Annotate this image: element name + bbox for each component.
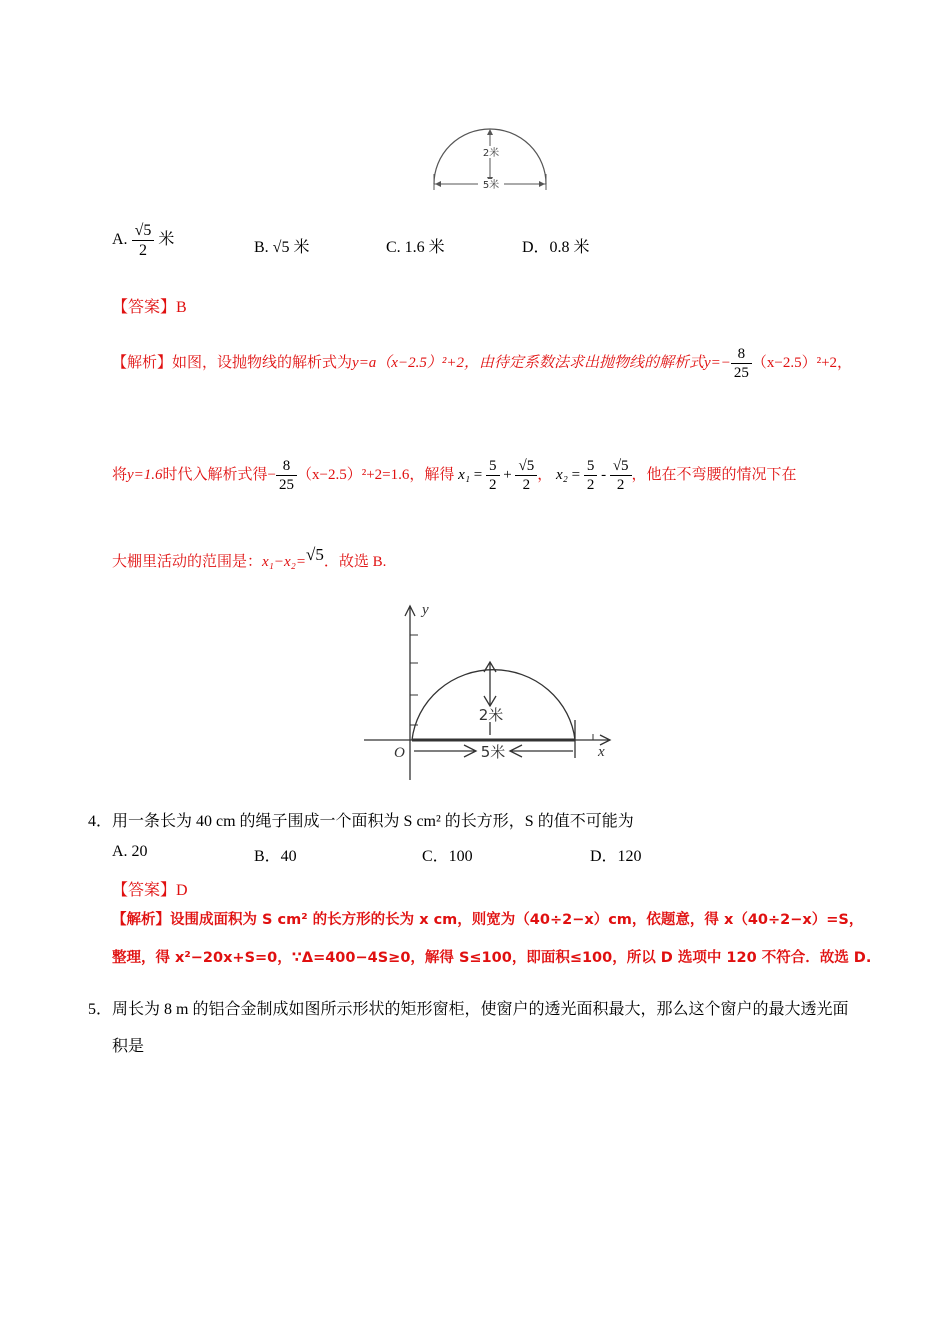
frac-8-over-25-b: $\frac{8}{25}$ <box>276 457 297 494</box>
frac-sqrt5-over-2: $\frac{√5}{2}$ <box>132 221 155 260</box>
root-x2: x₂ = $\frac{5}{2}$ - $\frac{√5}{2}$ <box>556 467 632 483</box>
frac-8-over-25: $\frac{8}{25}$ <box>731 345 752 382</box>
q4-analysis-line1: 【解析】设围成面积为 S cm² 的长方形的长为 x cm，则宽为（40÷2−x）cm，依题意，得 x（40÷2−x）=S， <box>112 912 864 928</box>
fig2-width-label: 5米 <box>480 743 506 761</box>
q3-option-b: B. √5 米 <box>254 239 310 256</box>
q4-option-d: D．120 <box>590 848 642 865</box>
fig2-axis-x: x <box>598 744 605 760</box>
q4-answer: 【答案】D <box>112 882 188 899</box>
q3-option-a: A. $\frac{√5}{2}$ 米 <box>112 221 175 259</box>
q5-line2: 积是 <box>112 1038 145 1055</box>
q3-analysis-line2: 将y=1.6时代入解析式得− $\frac{8}{25}$ （x−2.5）²+2=1.6，解得 x₁ = $\frac{5}{2}$ + $\frac{√5}{2}$ ， x₂ = $\frac{5}{2}$ - $\frac{√5}{2}$ ，他在不弯腰的情况下在 <box>112 458 797 494</box>
q5-line1: 5．周长为 8 m 的铝合金制成如图所示形状的矩形窗柜，使窗户的透光面积最大，那么这个窗户的最大透光面 <box>88 1001 849 1018</box>
fig1-height-label: 2米 <box>482 148 500 159</box>
fig2-origin: O <box>394 745 405 761</box>
arch-figure-small <box>428 122 553 194</box>
q4-option-c: C．100 <box>422 848 473 865</box>
fig1-width-label: 5米 <box>482 180 500 191</box>
root-x1: x₁ = $\frac{5}{2}$ + $\frac{√5}{2}$ <box>458 467 537 483</box>
q4-option-b: B．40 <box>254 848 297 865</box>
q4-analysis-line2: 整理，得 x²−20x+S=0，∵Δ=400−4S≥0，解得 S≤100，即面积≤100，所以 D 选项中 120 不符合．故选 D. <box>112 950 872 966</box>
arch-figure-axes <box>360 600 620 785</box>
q3-analysis-line1: 【解析】如图，设抛物线的解析式为y=a（x−2.5）²+2，由待定系数法求出抛物线的解析式y=− $\frac{8}{25}$ （x−2.5）²+2， <box>112 346 853 382</box>
q3-answer: 【答案】B <box>112 299 187 316</box>
q4-option-a: A. 20 <box>112 843 148 860</box>
q3-option-d: D．0.8 米 <box>522 239 590 256</box>
fig2-height-label: 2米 <box>478 706 504 724</box>
q3-option-c: C. 1.6 米 <box>386 239 445 256</box>
fig2-axis-y: y <box>422 602 429 618</box>
q3-analysis-line3: 大棚里活动的范围是：x₁−x₂=√5．故选 B. <box>112 545 387 570</box>
q4-stem: 4．用一条长为 40 cm 的绳子围成一个面积为 S cm² 的长方形，S 的值不可能为 <box>88 813 634 830</box>
